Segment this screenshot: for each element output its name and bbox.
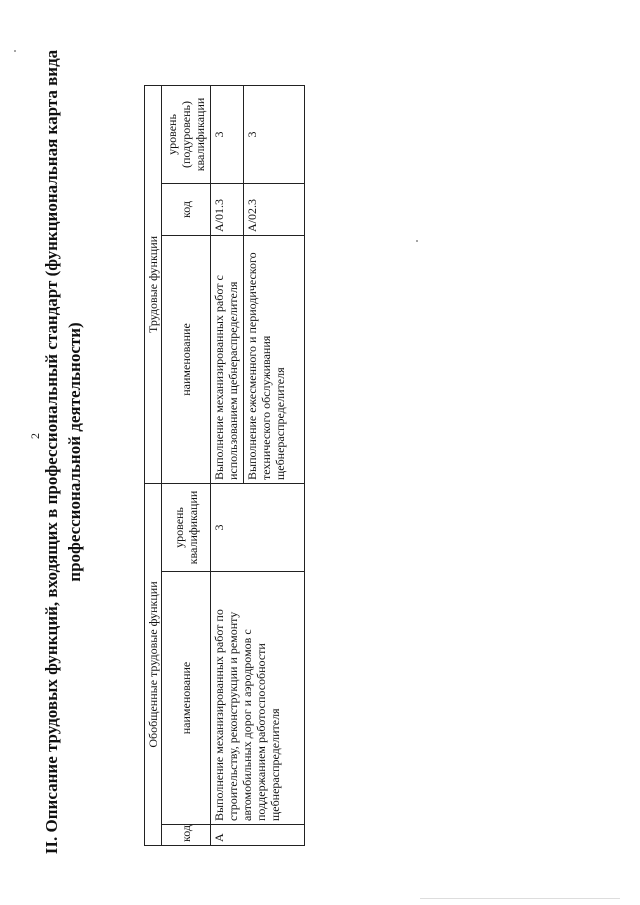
function-code: А/02.3 xyxy=(244,183,305,235)
table-header-row xyxy=(145,85,162,845)
rotated-document-page xyxy=(40,2,600,902)
function-sublevel: 3 xyxy=(244,85,305,183)
col-function-code-header: код xyxy=(162,183,211,235)
col-code-header: код xyxy=(162,825,211,846)
col-name-header: наименование xyxy=(162,572,211,825)
section-heading-line-2: профессиональной деятельности) xyxy=(65,322,84,582)
generalized-functions-header: Обобщенные трудовые функции xyxy=(145,483,162,845)
function-name: Выполнение механизированных работ с использованием щебнераспределителя xyxy=(211,235,244,483)
page-number: 2 xyxy=(28,433,42,439)
scan-edge-line xyxy=(420,898,620,899)
col-level-header: уровень квалификации xyxy=(162,483,211,571)
section-heading xyxy=(40,2,86,902)
function-name: Выполнение ежесменного и периодического технического обслуживания щебнераспределителя xyxy=(244,235,305,483)
scan-speck xyxy=(416,240,418,242)
labor-functions-header: Трудовые функции xyxy=(145,85,162,483)
col-function-name-header: наименование xyxy=(162,235,211,483)
table-subheader-row xyxy=(162,85,211,845)
section-heading-line-1: II. Описание трудовых функций, входящих в профессиональный стандарт (функциональная карта вида xyxy=(42,49,61,855)
gen-function-name: Выполнение механизированных работ по строительству, реконструкции и ремонту автомобильных дорог и аэродромов с поддержанием работоспособности щебнераспределителя xyxy=(211,572,305,825)
gen-function-level: 3 xyxy=(211,483,305,571)
function-sublevel: 3 xyxy=(211,85,244,183)
functional-map-table xyxy=(144,85,305,846)
scan-speck xyxy=(14,50,16,52)
gen-function-code: А xyxy=(211,825,305,846)
function-code: А/01.3 xyxy=(211,183,244,235)
table-row xyxy=(211,85,244,845)
col-sublevel-header: уровень (подуровень) квалификации xyxy=(162,85,211,183)
